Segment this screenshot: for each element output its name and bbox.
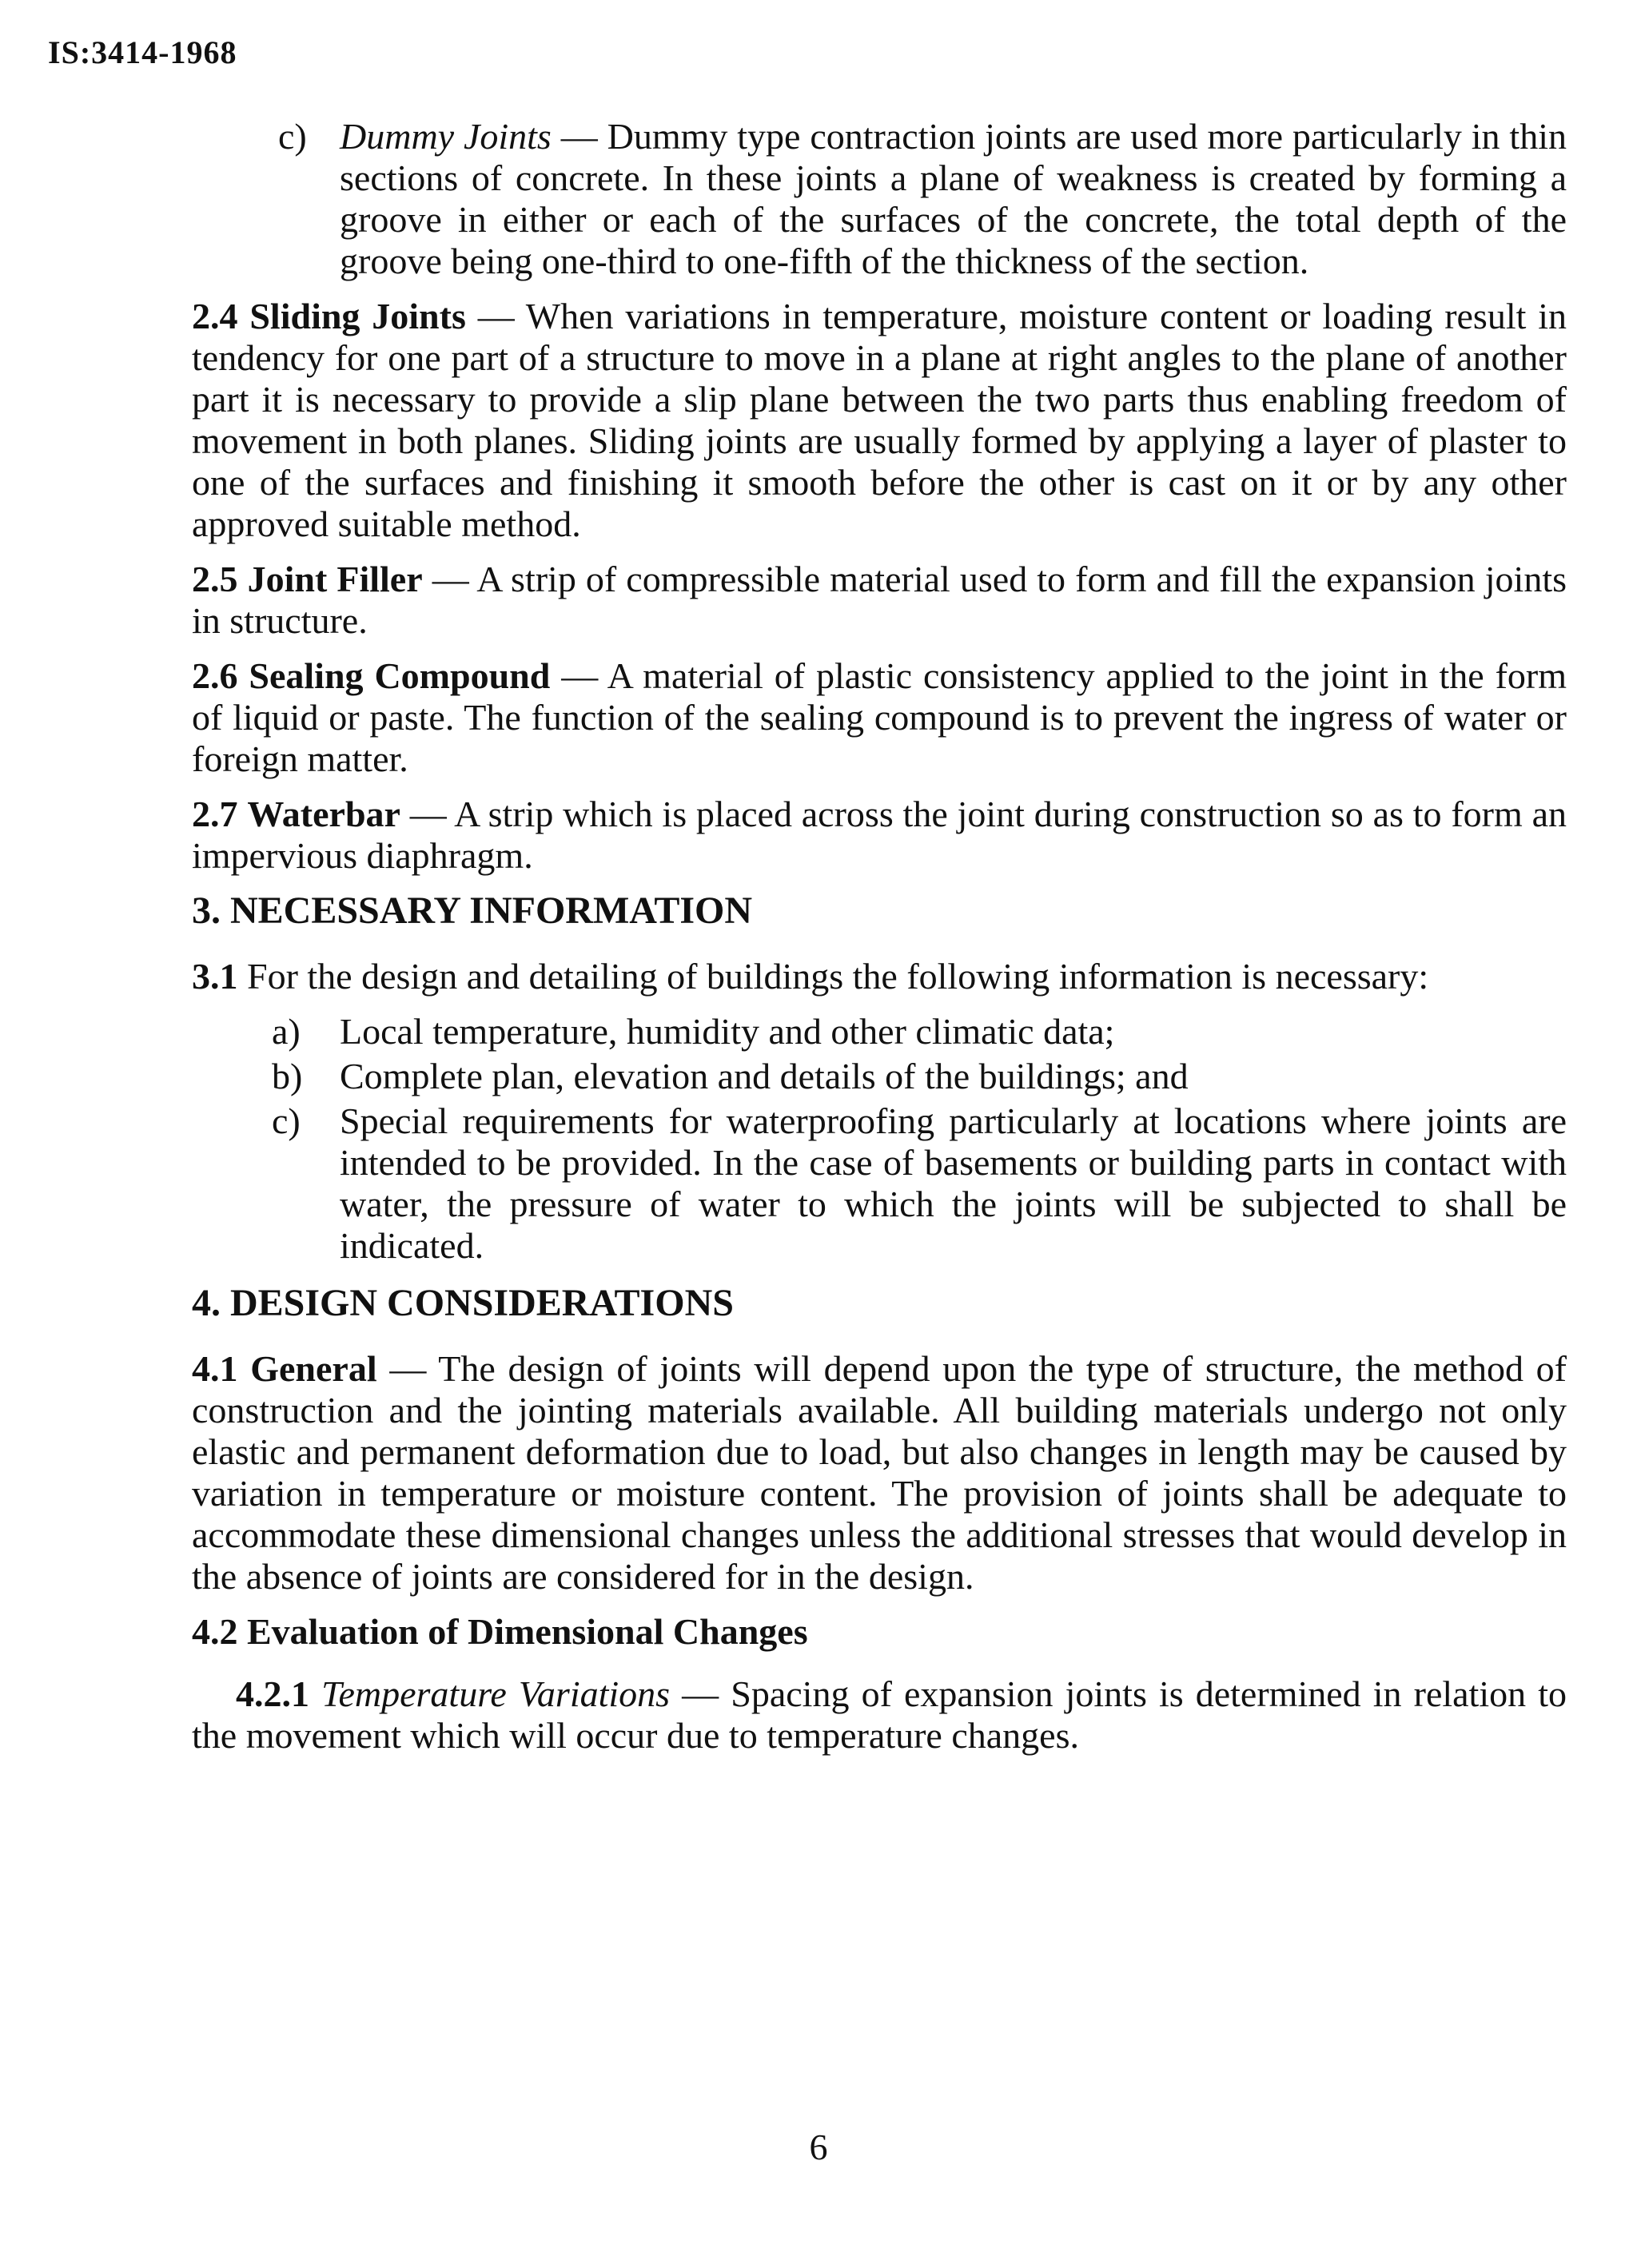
clause-number: 3.1: [192, 956, 238, 997]
clause-4-2: [192, 1611, 1567, 1653]
clause-number: 2.5: [192, 559, 238, 599]
clause-3-1: [192, 956, 1567, 997]
clause-text: The design of joints will depend upon the type of structure, the method of construction and the jointing materials available. All building materials undergo not only elastic and permanent deformation due to load, but also changes in length may be caused by variation in temperature or moisture content. The provision of joints shall be adequate to accommodate these dimensional changes unless the additional stresses that would develop in the absence of joints are considered for in the design.: [192, 1348, 1567, 1597]
section-heading-3: 3. NECESSARY INFORMATION: [192, 889, 753, 932]
clause-4-1: [192, 1348, 1567, 1598]
clause-title: General: [250, 1348, 377, 1389]
em-dash: —: [550, 655, 607, 696]
em-dash: —: [376, 1348, 439, 1389]
em-dash: —: [670, 1673, 731, 1714]
clause-text: For the design and detailing of buildings the following information is necessary:: [247, 956, 1429, 997]
item-text: Dummy type contraction joints are used more particularly in thin sections of concrete. In these joints a plane of weakness is created by forming a groove in either or each of the surfaces of the concrete, the total depth of the groove being one-third to one-fifth of the thickness of the section.: [340, 116, 1567, 281]
clause-text: A strip which is placed across the joint during construction so as to form an impervious diaphragm.: [192, 794, 1567, 876]
list-item: [192, 1100, 1567, 1267]
clause-title: Temperature Variations: [321, 1673, 671, 1714]
clause-number: 2.4: [192, 296, 238, 336]
list-item: [192, 1056, 1567, 1097]
clause-text: Spacing of expansion joints is determined in relation to the movement which will occur due to temperature changes.: [192, 1673, 1567, 1756]
item-dummy-joints: [192, 116, 1567, 282]
clause-text: A strip of compressible material used to form and fill the expansion joints in structure.: [192, 559, 1567, 641]
clause-title: Evaluation of Dimensional Changes: [247, 1611, 808, 1652]
item-label: c): [272, 1100, 301, 1141]
clause-number: 2.6: [192, 655, 238, 696]
item-text: Special requirements for waterproofing particularly at locations where joints are intended to be provided. In the case of basements or building parts in contact with water, the pressure of water to which the joints will be subjected to shall be indicated.: [340, 1100, 1567, 1266]
clause-2-7: [192, 794, 1567, 877]
page-body: [192, 116, 1567, 1770]
clause-text: A material of plastic consistency applied to the joint in the form of liquid or paste. The function of the sealing compound is to prevent the ingress of water or foreign matter.: [192, 655, 1567, 779]
page-number: 6: [809, 2127, 828, 2167]
item-text: Local temperature, humidity and other climatic data;: [340, 1011, 1115, 1052]
item-text: Complete plan, elevation and details of the buildings; and: [340, 1056, 1189, 1096]
clause-number: 4.1: [192, 1348, 238, 1389]
clause-number: 4.2.1: [236, 1673, 309, 1714]
clause-number: 2.7: [192, 794, 238, 834]
clause-title: Sealing Compound: [249, 655, 551, 696]
em-dash: —: [400, 794, 455, 834]
em-dash: —: [422, 559, 477, 599]
clause-number: 4.2: [192, 1611, 238, 1652]
clause-title: Sliding Joints: [249, 296, 466, 336]
clause-2-4: [192, 296, 1567, 545]
clause-title: Waterbar: [247, 794, 400, 834]
item-label: c): [278, 116, 307, 157]
item-title: Dummy Joints: [340, 116, 552, 157]
clause-2-6: [192, 655, 1567, 780]
em-dash: —: [465, 296, 526, 336]
item-label: a): [272, 1011, 301, 1052]
standard-code-header: IS:3414-1968: [48, 34, 237, 70]
clause-title: Joint Filler: [247, 559, 423, 599]
clause-2-5: [192, 559, 1567, 642]
section-heading-4: 4. DESIGN CONSIDERATIONS: [192, 1282, 734, 1324]
list-item: [192, 1011, 1567, 1052]
clause-text: When variations in temperature, moisture content or loading result in tendency for one part of a structure to move in a plane at right angles to the plane of another part it is necessary to provide a slip plane between the two parts thus enabling freedom of movement in both planes. Sliding joints are usually formed by applying a layer of plaster to one of the surfaces and finishing it smooth before the other is cast on it or by any other approved suitable method.: [192, 296, 1567, 544]
clause-4-2-1: [192, 1673, 1567, 1757]
em-dash: —: [551, 116, 607, 157]
item-label: b): [272, 1056, 303, 1096]
